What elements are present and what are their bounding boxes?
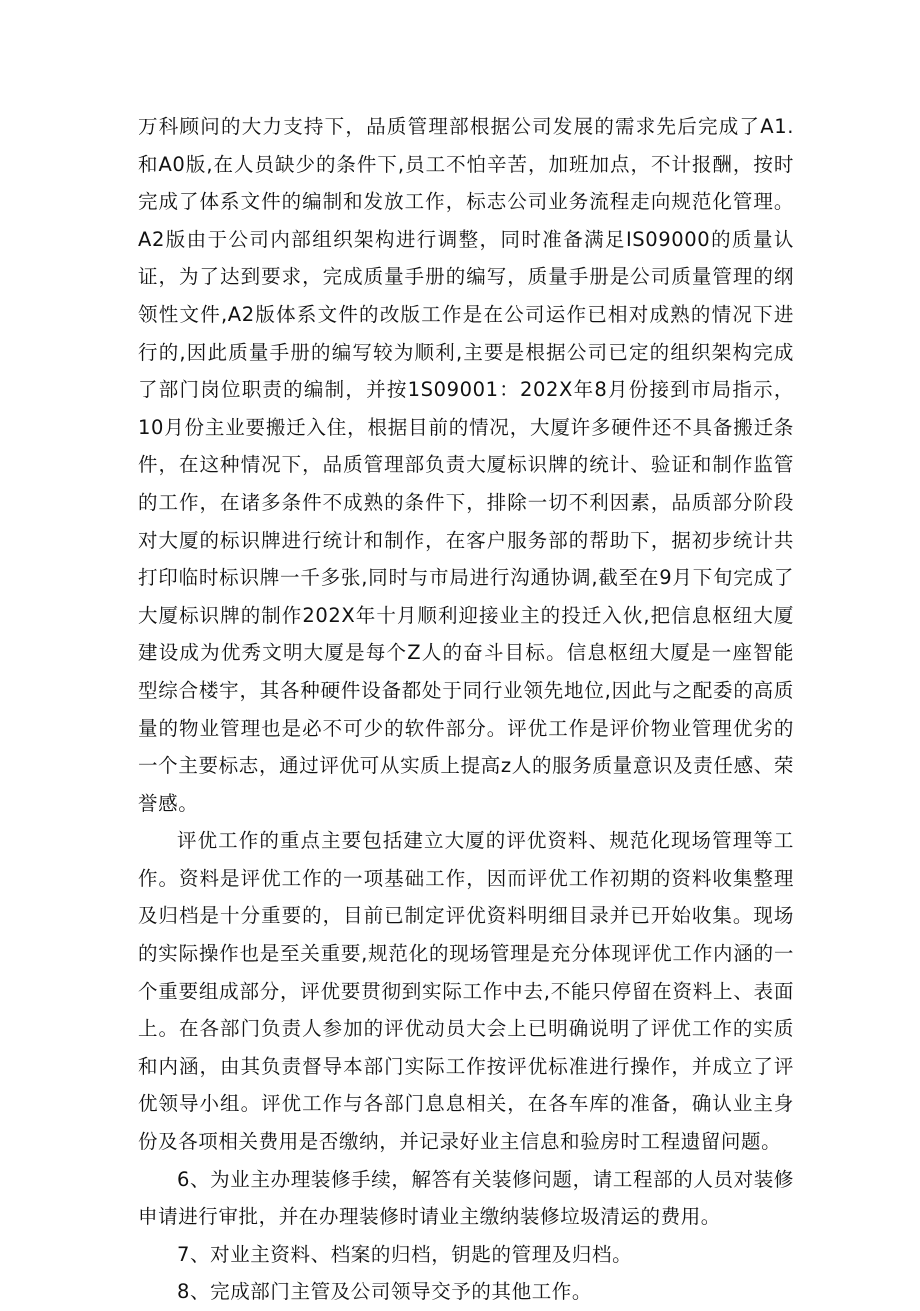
list-item-8: 8、完成部门主管及公司领导交予的其他工作。: [177, 1280, 593, 1304]
list-item-7: 7、对业主资料、档案的归档，钥匙的管理及归档。: [177, 1242, 633, 1266]
list-item-6: 6、为业主办理装修手续，解答有关装修问题，请工程部的人员对装修申请进行审批，并在办理装修时请业主缴纳装修垃圾清运的费用。: [138, 1167, 794, 1229]
paragraph-continued: 万科顾问的大力支持下，品质管理部根据公司发展的需求先后完成了A1.和A0版,在人员缺少的条件下,员工不怕辛苦，加班加点，不计报酬，按时完成了体系文件的编制和发放工作，标志公司业务流程走向规范化管理。A2版由于公司内部组织架构进行调整，同时准备满足IS09000的质量认证，为了达到要求，完成质量手册的编写，质量手册是公司质量管理的纲领性文件,A2版体系文件的改版工作是在公司运作已相对成熟的情况下进行的,因此质量手册的编写较为顺利,主要是根据公司已定的组织架构完成了部门岗位职责的编制，并按1S09001：202X年8月份接到市局指示，10月份主业要搬迁入住，根据目前的情况，大厦许多硬件还不具备搬迁条件，在这种情况下，品质管理部负责大厦标识牌的统计、验证和制作监管的工作，在诸多条件不成熟的条件下，排除一切不利因素，品质部分阶段对大厦的标识牌进行统计和制作，在客户服务部的帮助下，据初步统计共打印临时标识牌一千多张,同时与市局进行沟通协调,截至在9月下旬完成了大厦标识牌的制作202X年十月顺利迎接业主的投迁入伙,把信息枢纽大厦建设成为优秀文明大厦是每个Z人的奋斗目标。信息枢纽大厦是一座智能型综合楼宇，其各种硬件设备都处于同行业领先地位,因此与之配委的高质量的物业管理也是必不可少的软件部分。评优工作是评价物业管理优劣的一个主要标志，通过评优可从实质上提高z人的服务质量意识及责任感、荣誉感。: [138, 115, 794, 815]
document-body: [138, 108, 794, 1311]
paragraph-evaluation: 评优工作的重点主要包括建立大厦的评优资料、规范化现场管理等工作。资料是评优工作的一项基础工作，因而评优工作初期的资料收集整理及归档是十分重要的，目前已制定评优资料明细目录并已开始收集。现场的实际操作也是至关重要,规范化的现场管理是充分体现评优工作内涵的一个重要组成部分，评优要贯彻到实际工作中去,不能只停留在资料上、表面上。在各部门负责人参加的评优动员大会上已明确说明了评优工作的实质和内涵，由其负责督导本部门实际工作按评优标准进行操作，并成立了评优领导小组。评优工作与各部门息息相关，在各车库的准备，确认业主身份及各项相关费用是否缴纳，并记录好业主信息和验房时工程遗留问题。: [138, 829, 794, 1154]
